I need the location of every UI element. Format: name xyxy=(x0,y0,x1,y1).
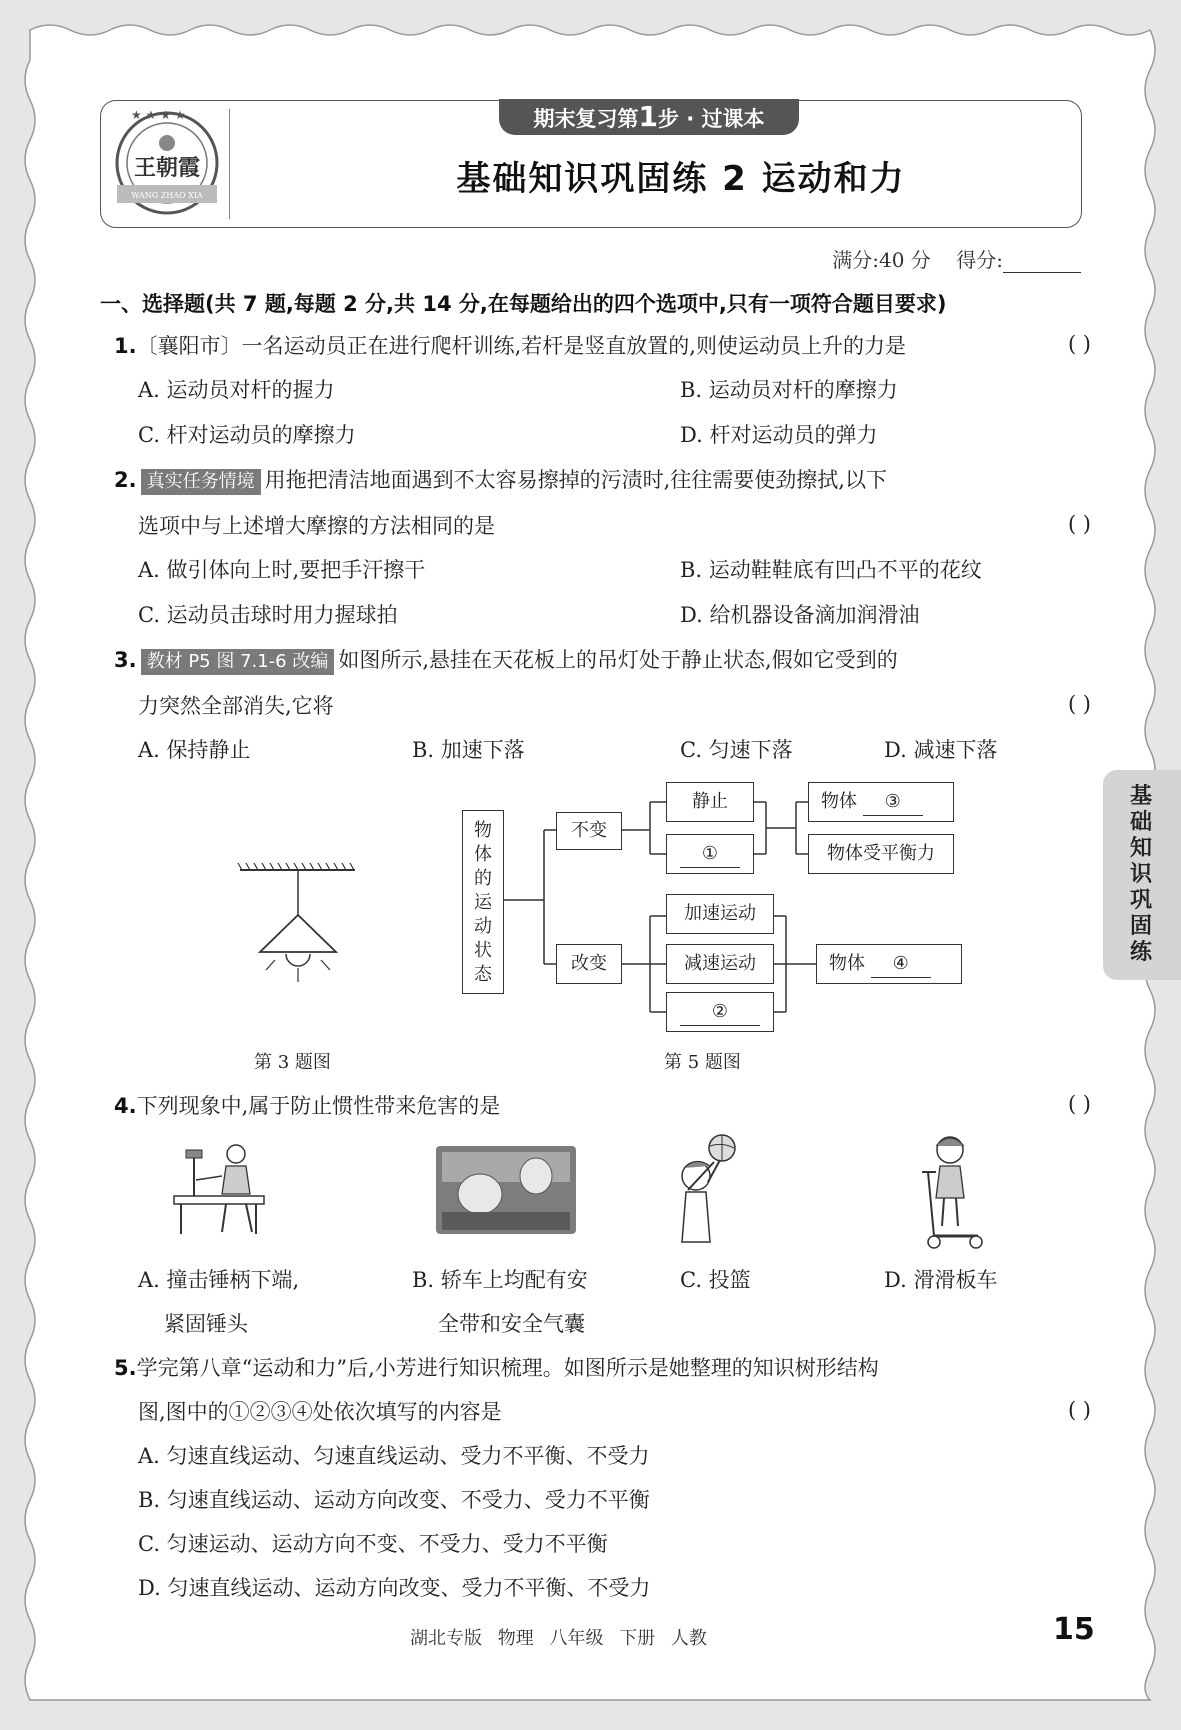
tree-obj3-box: 物体 ③ xyxy=(808,782,954,822)
q5-option-d: D. 匀速直线运动、运动方向改变、受力不平衡、不受力 xyxy=(138,1576,651,1600)
tree-root-box: 物体的运动状态 xyxy=(462,810,504,994)
q3-answer-paren: ( ) xyxy=(1067,692,1091,716)
tree-still-box: 静止 xyxy=(666,782,754,822)
hammer-bench-illustration xyxy=(166,1136,276,1246)
q2-option-c: C. 运动员击球时用力握球拍 xyxy=(138,603,398,627)
tree-changed-box: 改变 xyxy=(556,944,622,984)
svg-text:WANG ZHAO XIA: WANG ZHAO XIA xyxy=(131,191,203,200)
q1-option-c: C. 杆对运动员的摩擦力 xyxy=(138,423,356,447)
q5-stem-line2: 图,图中的①②③④处依次填写的内容是 xyxy=(138,1400,502,1424)
blank-2: ② xyxy=(680,999,760,1026)
page-title: 基础知识巩固练 2 运动和力 xyxy=(456,159,906,199)
q3-stem-line1: 3. 教材 P5 图 7.1-6 改编 如图所示,悬挂在天花板上的吊灯处于静止状态,假如它受到的 xyxy=(114,646,898,675)
score-label: 得分: xyxy=(956,248,1003,272)
brand-logo-seal xyxy=(111,107,223,219)
q3-stem-line2: 力突然全部消失,它将 xyxy=(138,694,334,718)
q5-answer-paren: ( ) xyxy=(1067,1398,1091,1422)
q3-option-b: B. 加速下落 xyxy=(412,738,525,762)
q5-option-a: A. 匀速直线运动、匀速直线运动、受力不平衡、不受力 xyxy=(138,1444,650,1468)
full-score: 满分:40 分 xyxy=(832,248,931,272)
q2-tag: 真实任务情境 xyxy=(141,469,261,495)
blank-1: ① xyxy=(680,841,740,868)
page-number: 15 xyxy=(1053,1612,1095,1647)
q3-option-d: D. 减速下落 xyxy=(884,738,998,762)
side-tab-label: 基础知识巩固练 xyxy=(1129,784,1152,965)
q5-option-c: C. 匀速运动、运动方向不变、不受力、受力不平衡 xyxy=(138,1532,608,1556)
chapter-side-tab xyxy=(1103,770,1181,980)
fig5-caption: 第 5 题图 xyxy=(664,1052,741,1073)
q4-option-c: C. 投篮 xyxy=(680,1268,751,1292)
q4-stem: 4.下列现象中,属于防止惯性带来危害的是 xyxy=(114,1094,501,1118)
q1-stem: 1.〔襄阳市〕一名运动员正在进行爬杆训练,若杆是竖直放置的,则使运动员上升的力是 xyxy=(114,334,906,358)
logo-divider xyxy=(229,109,230,219)
q4-option-b-line1: B. 轿车上均配有安 xyxy=(412,1268,588,1292)
tree-decel-box: 减速运动 xyxy=(666,944,774,984)
tree-accel-box: 加速运动 xyxy=(666,894,774,934)
q5-stem-line1: 5.学完第八章“运动和力”后,小芳进行知识梳理。如图所示是她整理的知识树形结构 xyxy=(114,1356,879,1380)
fig3-caption: 第 3 题图 xyxy=(254,1052,331,1073)
review-step-badge: 期末复习第1步 · 过课本 xyxy=(499,99,799,135)
tree-blank1-box xyxy=(666,834,754,874)
tree-balanced-box: 物体受平衡力 xyxy=(808,834,954,874)
footer-edition: 湖北专版 物理 八年级 下册 人教 xyxy=(410,1628,707,1649)
q4-answer-paren: ( ) xyxy=(1067,1092,1091,1116)
q4-option-a-line1: A. 撞击锤柄下端, xyxy=(138,1268,300,1292)
svg-text:★ ★ ★ ★: ★ ★ ★ ★ xyxy=(131,108,186,122)
header-banner xyxy=(100,100,1082,228)
q4-option-b-line2: 全带和安全气囊 xyxy=(438,1312,585,1336)
q1-option-b: B. 运动员对杆的摩擦力 xyxy=(680,378,898,402)
blank-3: ③ xyxy=(863,789,923,816)
q5-option-b: B. 匀速直线运动、运动方向改变、不受力、受力不平衡 xyxy=(138,1488,650,1512)
hanging-lamp-figure xyxy=(230,860,370,1000)
blank-4: ④ xyxy=(871,951,931,978)
tree-obj4-box: 物体 ④ xyxy=(816,944,962,984)
q2-option-b: B. 运动鞋鞋底有凹凸不平的花纹 xyxy=(680,558,982,582)
q2-option-a: A. 做引体向上时,要把手汗擦干 xyxy=(138,558,426,582)
q3-option-a: A. 保持静止 xyxy=(138,738,251,762)
score-line xyxy=(832,244,1081,273)
tree-blank2-box xyxy=(666,992,774,1032)
score-blank xyxy=(1003,252,1081,273)
q3-tag: 教材 P5 图 7.1-6 改编 xyxy=(141,649,335,675)
svg-text:王朝霞: 王朝霞 xyxy=(133,155,201,181)
q2-option-d: D. 给机器设备滴加润滑油 xyxy=(680,603,920,627)
q2-stem-line2: 选项中与上述增大摩擦的方法相同的是 xyxy=(138,514,495,538)
q1-option-a: A. 运动员对杆的握力 xyxy=(138,378,335,402)
q4-option-a-line2: 紧固锤头 xyxy=(164,1312,248,1336)
car-airbag-photo xyxy=(436,1146,576,1234)
q2-answer-paren: ( ) xyxy=(1067,512,1091,536)
q1-answer-paren: ( ) xyxy=(1067,332,1091,356)
q1-option-d: D. 杆对运动员的弹力 xyxy=(680,423,878,447)
q3-option-c: C. 匀速下落 xyxy=(680,738,793,762)
section-title: 一、选择题(共 7 题,每题 2 分,共 14 分,在每题给出的四个选项中,只有一项符合题目要求) xyxy=(100,292,947,316)
tree-unchanged-box: 不变 xyxy=(556,812,622,850)
basketball-shot-illustration xyxy=(674,1132,754,1248)
scooter-girl-illustration xyxy=(918,1132,988,1250)
q4-option-d: D. 滑滑板车 xyxy=(884,1268,998,1292)
q2-stem-line1: 2. 真实任务情境 用拖把清洁地面遇到不太容易擦掉的污渍时,往往需要使劲擦拭,以下 xyxy=(114,466,887,495)
